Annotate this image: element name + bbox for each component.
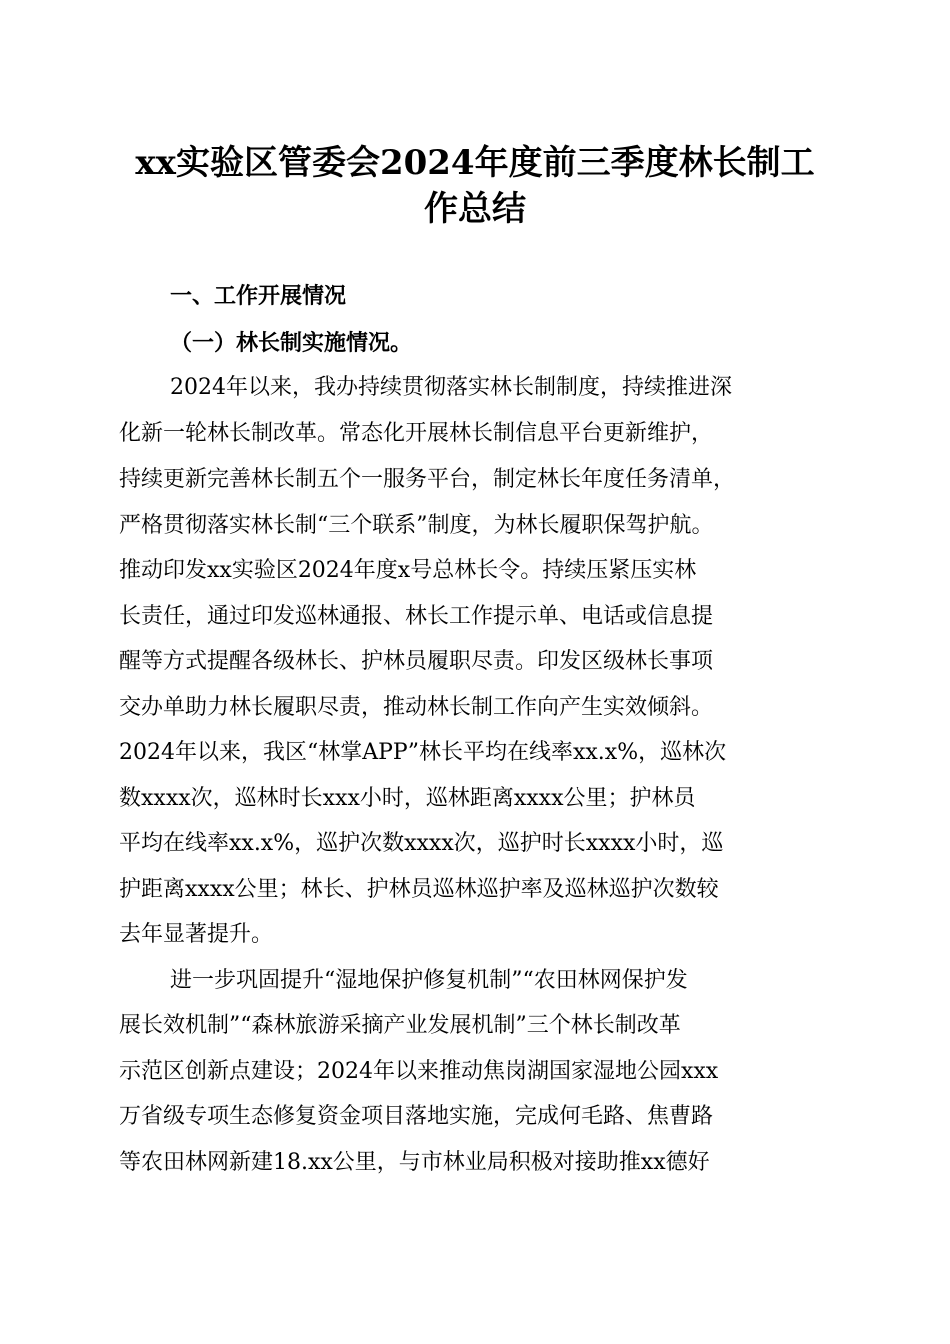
paragraph-2-line: 示范区创新点建设；2024年以来推动焦岗湖国家湿地公园xxx bbox=[119, 1059, 719, 1084]
paragraph-1-line: 交办单助力林长履职尽责，推动林长制工作向产生实效倾斜。 bbox=[119, 695, 714, 720]
paragraph-2-line: 万省级专项生态修复资金项目落地实施，完成何毛路、焦曹路 bbox=[119, 1104, 714, 1129]
document-title-line2: 作总结 bbox=[424, 189, 526, 229]
paragraph-1-line: 数xxxx次，巡林时长xxx小时，巡林距离xxxx公里；护林员 bbox=[119, 786, 696, 811]
subsection-heading-forest-chief-system: （一）林长制实施情况。 bbox=[170, 330, 413, 356]
paragraph-1-line: 去年显著提升。 bbox=[119, 922, 274, 947]
paragraph-2-line: 进一步巩固提升“湿地保护修复机制”“农田林网保护发 bbox=[170, 968, 688, 993]
paragraph-1-line: 醒等方式提醒各级林长、护林员履职尽责。印发区级林长事项 bbox=[119, 649, 714, 674]
paragraph-1-line: 化新一轮林长制改革。常态化开展林长制信息平台更新维护， bbox=[119, 421, 714, 446]
paragraph-1-line: 护距离xxxx公里；林长、护林员巡林巡护率及巡林巡护次数较 bbox=[119, 877, 719, 902]
paragraph-1-line: 持续更新完善林长制五个一服务平台，制定林长年度任务清单， bbox=[119, 467, 736, 492]
paragraph-1-line: 2024年以来，我区“林掌APP”林长平均在线率xx.x%，巡林次 bbox=[119, 740, 727, 765]
paragraph-2-line: 展长效机制”“森林旅游采摘产业发展机制”三个林长制改革 bbox=[119, 1013, 681, 1038]
paragraph-1-line: 严格贯彻落实林长制“三个联系”制度，为林长履职保驾护航。 bbox=[119, 513, 714, 538]
paragraph-1-line: 长责任，通过印发巡林通报、林长工作提示单、电话或信息提 bbox=[119, 604, 714, 629]
section-heading-work-progress: 一、工作开展情况 bbox=[170, 284, 347, 309]
paragraph-1-line: 2024年以来，我办持续贯彻落实林长制制度，持续推进深 bbox=[170, 375, 732, 400]
document-title-line1: xx实验区管委会2024年度前三季度林长制工 bbox=[135, 143, 815, 183]
paragraph-1-line: 平均在线率xx.x%，巡护次数xxxx次，巡护时长xxxx小时，巡 bbox=[119, 831, 724, 856]
paragraph-2-line: 等农田林网新建18.xx公里，与市林业局积极对接助推xx德好 bbox=[119, 1150, 710, 1175]
paragraph-1-line: 推动印发xx实验区2024年度x号总林长令。持续压紧压实林 bbox=[119, 558, 697, 583]
